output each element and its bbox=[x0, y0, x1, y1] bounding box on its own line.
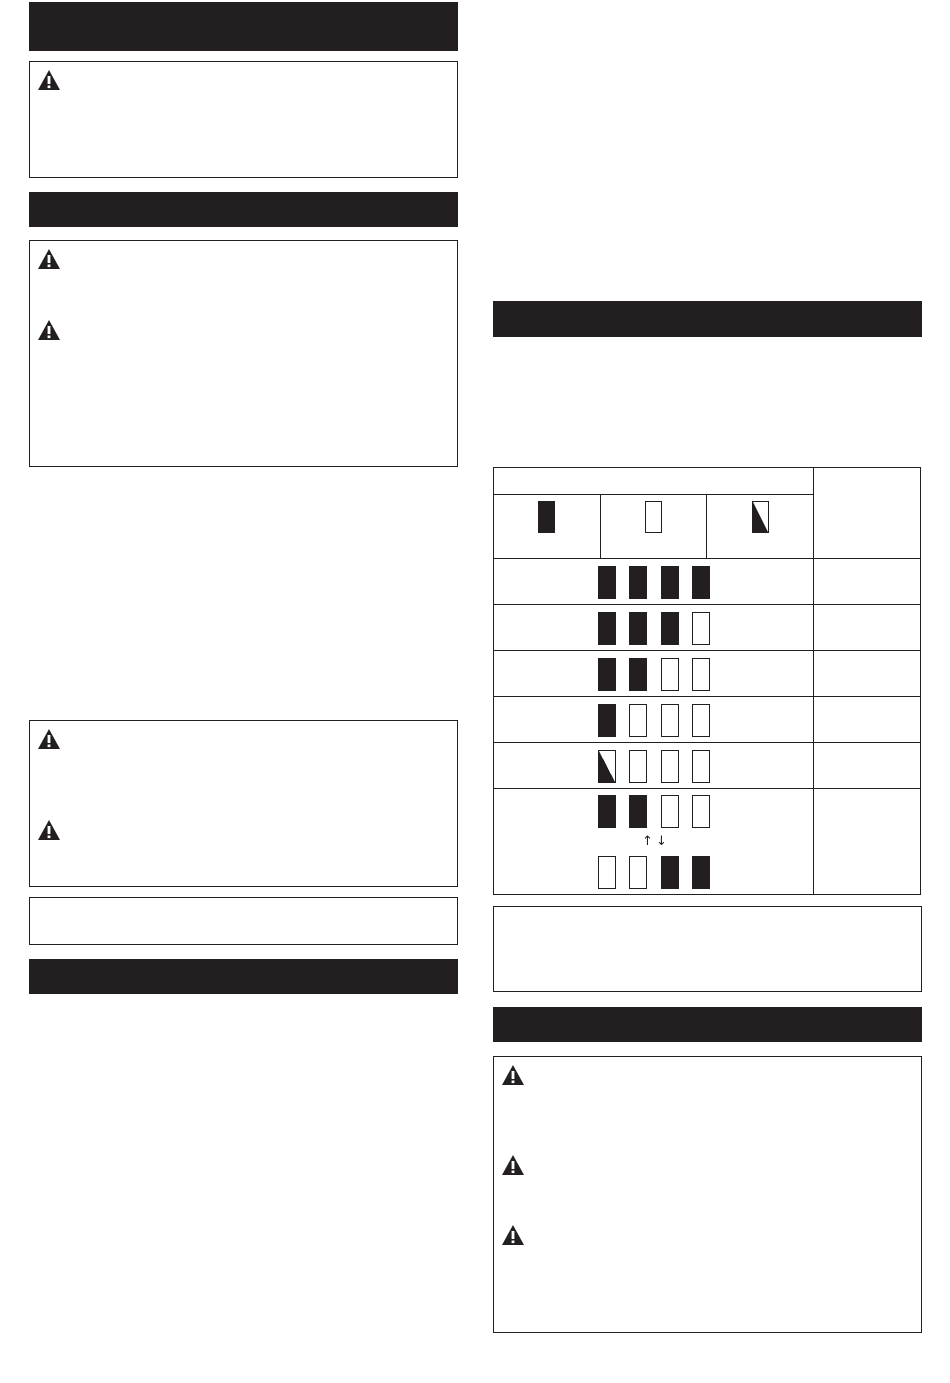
section-header-bar-3 bbox=[29, 959, 458, 994]
indicator-lamp-empty bbox=[661, 704, 679, 737]
warning-triangle-icon bbox=[37, 69, 61, 91]
indicator-lamp-empty bbox=[692, 658, 710, 691]
caution-box-4 bbox=[493, 1056, 922, 1333]
indicator-lamp-empty bbox=[661, 795, 679, 828]
warning-triangle-icon bbox=[37, 819, 61, 841]
indicator-lamp-empty bbox=[692, 704, 710, 737]
section-header-bar-1 bbox=[29, 2, 458, 51]
warning-triangle-icon bbox=[501, 1224, 525, 1246]
warning-triangle-icon bbox=[37, 319, 61, 341]
caution-box-2 bbox=[29, 240, 458, 467]
arrow-down-icon: ↓ bbox=[656, 834, 667, 849]
indicator-rows bbox=[493, 467, 813, 895]
battery-indicator-table bbox=[493, 467, 921, 895]
indicator-lamp-full bbox=[692, 566, 710, 599]
indicator-lamp-empty bbox=[692, 795, 710, 828]
indicator-lamp-full bbox=[629, 795, 647, 828]
indicator-lamp-full bbox=[598, 795, 616, 828]
indicator-lamp-full bbox=[629, 658, 647, 691]
indicator-lamp-blinking bbox=[598, 750, 616, 783]
indicator-lamp-empty bbox=[692, 750, 710, 783]
caution-box-1 bbox=[29, 61, 458, 178]
indicator-lamp-empty bbox=[661, 750, 679, 783]
indicator-lamp-full bbox=[598, 612, 616, 645]
table-divider bbox=[813, 467, 814, 895]
warning-triangle-icon bbox=[501, 1064, 525, 1086]
arrow-up-icon: ↑ bbox=[642, 834, 653, 849]
note-box-1 bbox=[29, 897, 458, 945]
indicator-lamp-empty bbox=[598, 856, 616, 889]
warning-triangle-icon bbox=[37, 248, 61, 270]
section-header-bar-2 bbox=[29, 192, 458, 227]
section-header-bar-4 bbox=[493, 301, 922, 337]
indicator-lamp-full bbox=[598, 704, 616, 737]
indicator-lamp-full bbox=[692, 856, 710, 889]
indicator-lamp-full bbox=[598, 566, 616, 599]
indicator-lamp-empty bbox=[661, 658, 679, 691]
indicator-lamp-empty bbox=[629, 704, 647, 737]
section-header-bar-5 bbox=[493, 1007, 922, 1042]
indicator-lamp-empty bbox=[629, 856, 647, 889]
indicator-lamp-full bbox=[661, 856, 679, 889]
indicator-lamp-full bbox=[629, 566, 647, 599]
indicator-lamp-empty bbox=[692, 612, 710, 645]
caution-box-3 bbox=[29, 720, 458, 887]
indicator-lamp-full bbox=[661, 566, 679, 599]
note-box-2 bbox=[493, 906, 922, 992]
warning-triangle-icon bbox=[37, 728, 61, 750]
indicator-lamp-full bbox=[629, 612, 647, 645]
indicator-lamp-full bbox=[598, 658, 616, 691]
warning-triangle-icon bbox=[501, 1154, 525, 1176]
indicator-lamp-full bbox=[661, 612, 679, 645]
indicator-lamp-empty bbox=[629, 750, 647, 783]
